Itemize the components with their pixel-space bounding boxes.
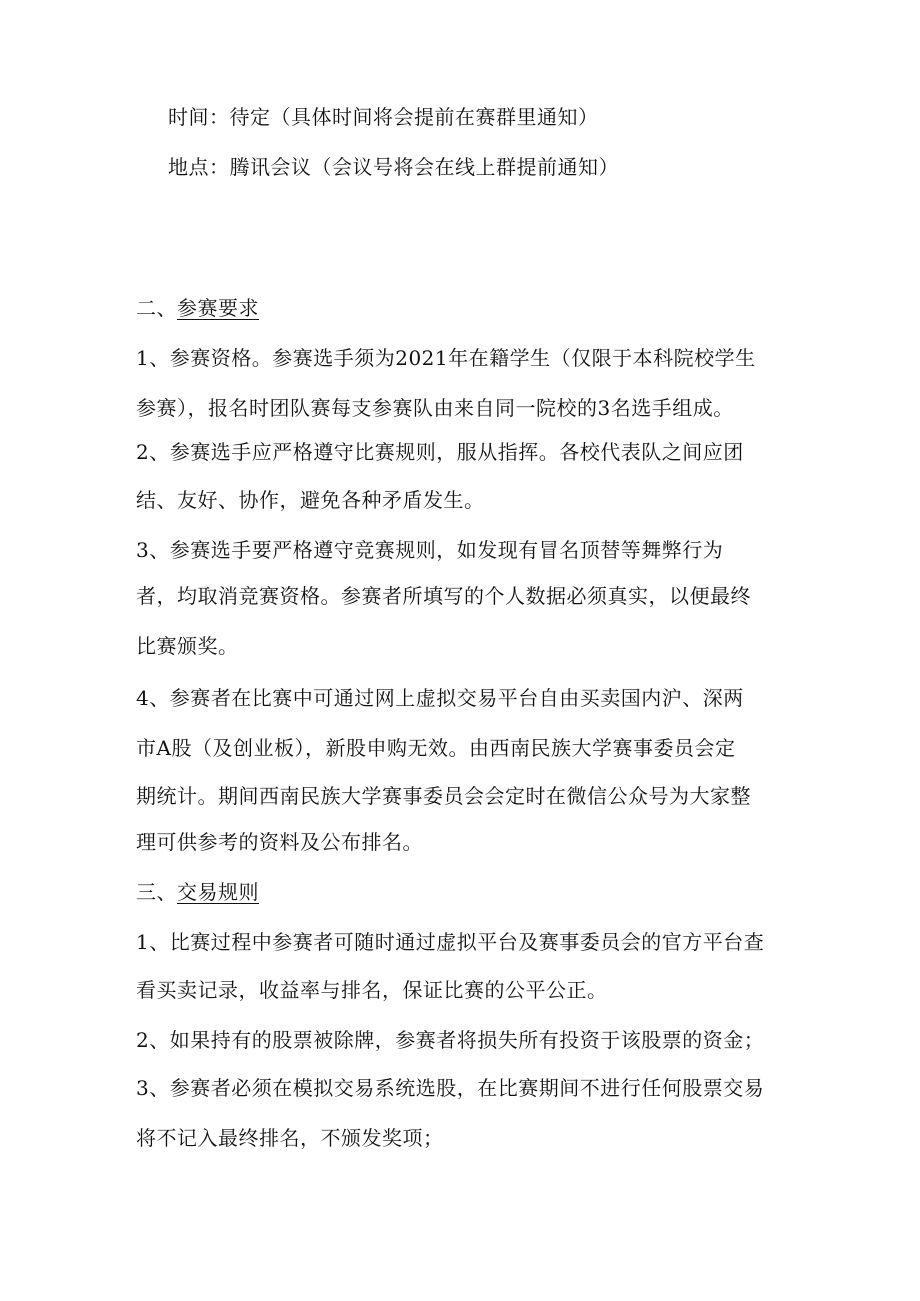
event-time: 时间：待定（具体时间将会提前在赛群里通知） <box>168 105 599 129</box>
paragraph-line: 3、参赛者必须在模拟交易系统选股，在比赛期间不进行任何股票交易 <box>136 1076 765 1100</box>
section-title: 交易规则 <box>177 880 259 904</box>
paragraph-line: 看买卖记录，收益率与排名，保证比赛的公平公正。 <box>136 978 608 1002</box>
section-heading-requirements <box>136 294 259 322</box>
paragraph-line: 2、如果持有的股票被除牌，参赛者将损失所有投资于该股票的资金； <box>136 1028 765 1052</box>
paragraph-line: 4、参赛者在比赛中可通过网上虚拟交易平台自由买卖国内沪、深两 <box>136 686 744 710</box>
paragraph-line: 3、参赛选手要严格遵守竞赛规则，如发现有冒名顶替等舞弊行为 <box>136 538 724 562</box>
section-title: 参赛要求 <box>177 296 259 320</box>
section-heading-trading-rules <box>136 878 259 906</box>
section-number: 二、 <box>136 296 177 320</box>
paragraph-line: 将不记入最终排名，不颁发奖项； <box>136 1126 444 1150</box>
section-number: 三、 <box>136 880 177 904</box>
paragraph-line: 1、参赛资格。参赛选手须为2021年在籍学生（仅限于本科院校学生 <box>136 346 756 370</box>
event-place: 地点：腾讯会议（会议号将会在线上群提前通知） <box>168 155 619 179</box>
paragraph-line: 1、比赛过程中参赛者可随时通过虚拟平台及赛事委员会的官方平台查 <box>136 930 765 954</box>
paragraph-line: 者，均取消竞赛资格。参赛者所填写的个人数据必须真实，以便最终 <box>136 584 751 608</box>
paragraph-line: 理可供参考的资料及公布排名。 <box>136 830 423 854</box>
paragraph-line: 2、参赛选手应严格遵守比赛规则，服从指挥。各校代表队之间应团 <box>136 440 744 464</box>
paragraph-line: 期统计。期间西南民族大学赛事委员会会定时在微信公众号为大家整 <box>136 784 751 808</box>
paragraph-line: 市A股（及创业板），新股申购无效。由西南民族大学赛事委员会定 <box>136 736 736 760</box>
paragraph-line: 参赛），报名时团队赛每支参赛队由来自同一院校的3名选手组成。 <box>136 396 734 420</box>
paragraph-line: 结、友好、协作，避免各种矛盾发生。 <box>136 488 485 512</box>
paragraph-line: 比赛颁奖。 <box>136 634 239 658</box>
